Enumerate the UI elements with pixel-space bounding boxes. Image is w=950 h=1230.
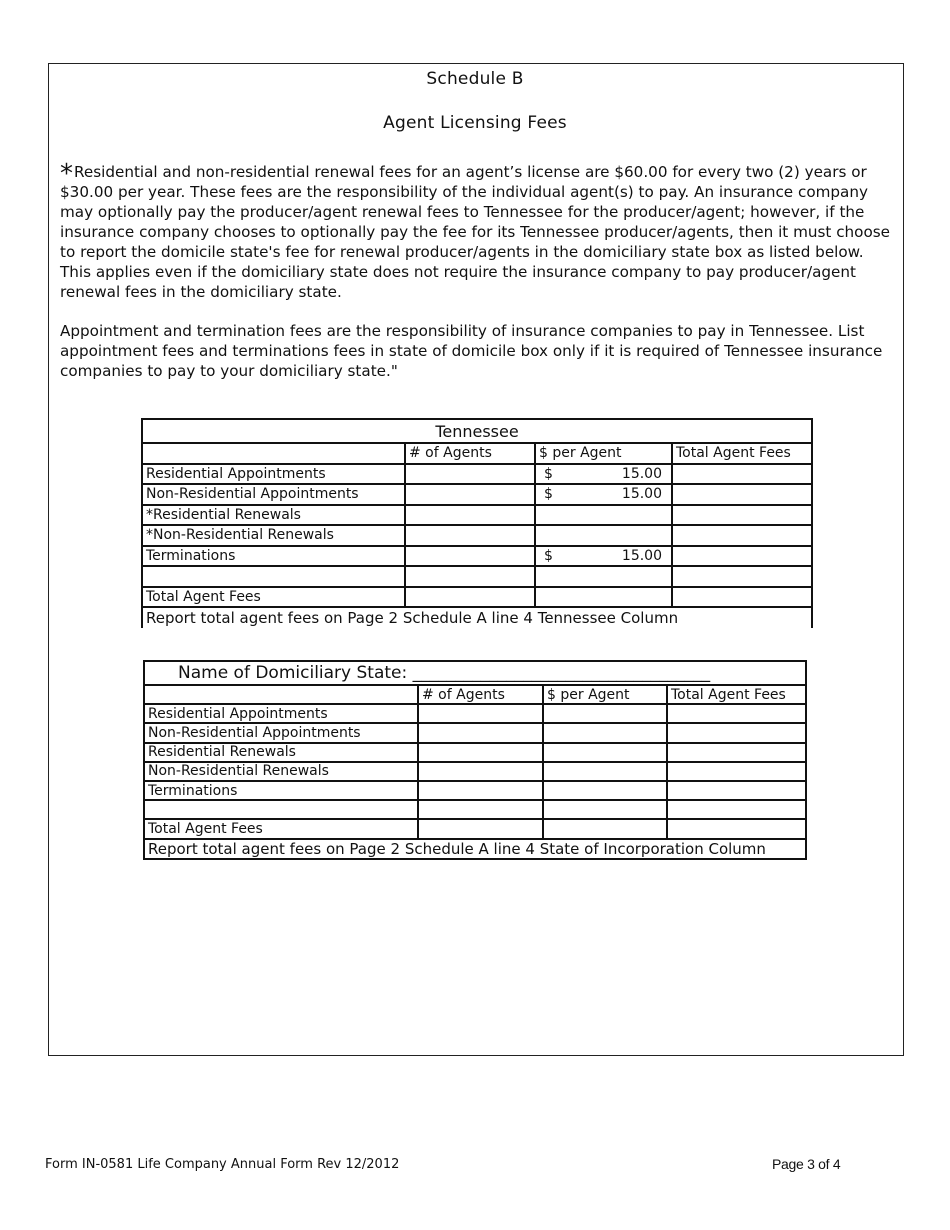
table-row: [142, 546, 812, 567]
table-row: [142, 505, 812, 526]
total-fees-cell[interactable]: [672, 566, 812, 587]
per-agent-cell: [535, 525, 672, 546]
total-fees-cell[interactable]: [667, 704, 806, 723]
per-agent-cell[interactable]: [543, 800, 667, 819]
row-label: *Non-Residential Renewals: [142, 525, 405, 546]
agents-count-cell[interactable]: [418, 723, 543, 742]
total-fees-cell[interactable]: [672, 525, 812, 546]
page-number: Page 3 of 4: [772, 1156, 841, 1172]
row-label: Total Agent Fees: [144, 819, 418, 838]
agents-count-cell[interactable]: [405, 525, 535, 546]
agents-count-cell[interactable]: [405, 484, 535, 505]
table-row: [142, 566, 812, 587]
table-row: [144, 743, 806, 762]
row-label: [144, 800, 418, 819]
table-row: [144, 800, 806, 819]
per-agent-cell: [535, 546, 672, 567]
per-agent-cell: [535, 464, 672, 485]
table-row: [144, 819, 806, 838]
col-header-total: Total Agent Fees: [672, 443, 812, 464]
agents-count-cell[interactable]: [405, 587, 535, 608]
agents-count-cell[interactable]: [418, 743, 543, 762]
agents-count-cell[interactable]: [418, 800, 543, 819]
currency-symbol: $: [544, 547, 553, 564]
row-label: Non-Residential Appointments: [142, 484, 405, 505]
table-row: [144, 723, 806, 742]
row-label: [142, 566, 405, 587]
total-fees-cell[interactable]: [672, 505, 812, 526]
per-agent-value: 15.00: [621, 547, 662, 564]
agents-count-cell[interactable]: [405, 505, 535, 526]
per-agent-cell: [535, 587, 672, 608]
agents-count-cell[interactable]: [418, 762, 543, 781]
currency-symbol: $: [544, 486, 553, 503]
total-fees-cell[interactable]: [667, 800, 806, 819]
section-subtitle: Agent Licensing Fees: [383, 113, 567, 133]
tennessee-table-title: Tennessee: [142, 419, 812, 443]
per-agent-value: 15.00: [621, 486, 662, 503]
blank-header-cell: [144, 685, 418, 704]
tennessee-fees-table: [141, 418, 813, 628]
per-agent-cell[interactable]: [543, 781, 667, 800]
table-row: [142, 525, 812, 546]
domiciliary-fees-table: [143, 660, 807, 860]
appointment-fee-paragraph: Appointment and termination fees are the responsibility of insurance companies to pay in Tennessee. List appointment fees and terminations fees in state of domicile box only if it is required of Tennessee insurance companies to pay to your domiciliary state.": [60, 322, 883, 380]
row-label: *Residential Renewals: [142, 505, 405, 526]
col-header-total: Total Agent Fees: [667, 685, 806, 704]
row-label: Non-Residential Appointments: [144, 723, 418, 742]
renewal-fee-text: Residential and non-residential renewal fees for an agent’s license are $60.00 for every two (2) years or $30.00 per year. These fees are the responsibility of the individual agent(s) to pay. An insurance company may optionally pay the producer/agent renewal fees to Tennessee for the producer/agent; however, if the insurance company chooses to optionally pay the fee for its Tennessee producer/agents, then it must choose to report the domicile state's fee for renewal producer/agents in the domiciliary state box as listed below. This applies even if the domiciliary state does not require the insurance company to pay producer/agent renewal fees in the domiciliary state.: [60, 163, 891, 301]
table-row: [144, 762, 806, 781]
per-agent-cell[interactable]: [543, 762, 667, 781]
table-row: [142, 464, 812, 485]
agents-count-cell[interactable]: [405, 464, 535, 485]
domiciliary-report-note: Report total agent fees on Page 2 Schedule A line 4 State of Incorporation Column: [144, 839, 806, 859]
row-label: Residential Appointments: [142, 464, 405, 485]
table-row: [144, 704, 806, 723]
per-agent-cell: [535, 566, 672, 587]
per-agent-cell[interactable]: [543, 743, 667, 762]
schedule-title: Schedule B: [426, 69, 524, 89]
row-label: Residential Appointments: [144, 704, 418, 723]
per-agent-cell: [535, 484, 672, 505]
total-fees-cell[interactable]: [672, 587, 812, 608]
per-agent-cell: [535, 505, 672, 526]
agents-count-cell[interactable]: [405, 546, 535, 567]
per-agent-cell[interactable]: [543, 704, 667, 723]
total-fees-cell[interactable]: [672, 484, 812, 505]
row-label: Terminations: [144, 781, 418, 800]
row-label: Non-Residential Renewals: [144, 762, 418, 781]
col-header-per-agent: $ per Agent: [535, 443, 672, 464]
per-agent-amount: [539, 486, 668, 502]
row-label: Terminations: [142, 546, 405, 567]
per-agent-amount: [539, 548, 668, 564]
row-label: Total Agent Fees: [142, 587, 405, 608]
tennessee-report-note: Report total agent fees on Page 2 Schedule A line 4 Tennessee Column: [142, 607, 812, 628]
total-fees-cell[interactable]: [667, 743, 806, 762]
form-id-footer: Form IN-0581 Life Company Annual Form Rev 12/2012: [45, 1157, 400, 1172]
col-header-agents: # of Agents: [405, 443, 535, 464]
col-header-agents: # of Agents: [418, 685, 543, 704]
per-agent-amount: [539, 466, 668, 482]
domiciliary-state-name-field[interactable]: Name of Domiciliary State: ___________________________________: [144, 661, 806, 685]
asterisk-marker: *: [60, 159, 73, 189]
total-fees-cell[interactable]: [672, 464, 812, 485]
renewal-fee-paragraph: [60, 159, 895, 302]
total-fees-cell[interactable]: [667, 781, 806, 800]
agents-count-cell[interactable]: [418, 704, 543, 723]
total-fees-cell[interactable]: [667, 723, 806, 742]
table-row: [144, 781, 806, 800]
total-fees-cell[interactable]: [672, 546, 812, 567]
blank-header-cell: [142, 443, 405, 464]
row-label: Residential Renewals: [144, 743, 418, 762]
total-fees-cell[interactable]: [667, 819, 806, 838]
agents-count-cell[interactable]: [418, 781, 543, 800]
col-header-per-agent: $ per Agent: [543, 685, 667, 704]
agents-count-cell[interactable]: [405, 566, 535, 587]
table-row: [142, 484, 812, 505]
per-agent-value: 15.00: [621, 465, 662, 482]
agents-count-cell[interactable]: [418, 819, 543, 838]
currency-symbol: $: [544, 465, 553, 482]
total-fees-cell[interactable]: [667, 762, 806, 781]
per-agent-cell[interactable]: [543, 723, 667, 742]
per-agent-cell[interactable]: [543, 819, 667, 838]
table-row: [142, 587, 812, 608]
